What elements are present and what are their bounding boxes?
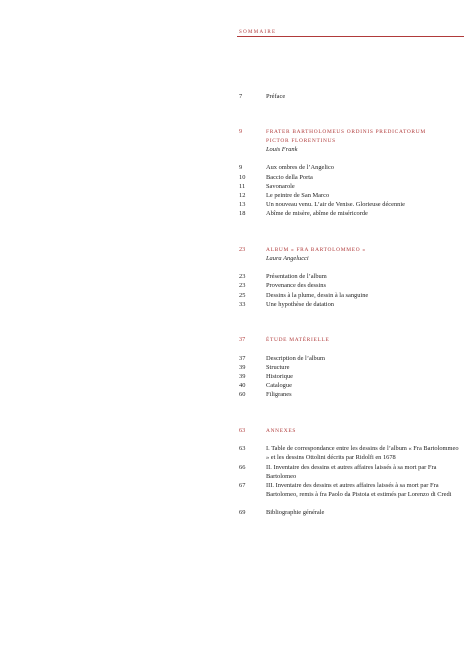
page-number: 63 (239, 426, 246, 434)
toc-entry[interactable]: 23 Provenance des dessins (239, 282, 326, 290)
toc-entry[interactable]: 10 Baccio della Porta (239, 173, 313, 181)
page-number: 37 (239, 336, 246, 344)
table-of-contents (239, 92, 459, 518)
toc-entry[interactable]: 63 I. Table de correspondance entre les dessins de l’album « Fra Bartolommeo » et les dessins Ottolini décrits par Ridolfi en 1678 (239, 445, 459, 462)
section-title: ALBUM « FRA BARTOLOMMEO » (266, 246, 366, 253)
section-title: ÉTUDE MATÉRIELLE (266, 337, 330, 344)
toc-entry[interactable]: 12 Le peintre de San Marco (239, 192, 330, 199)
toc-entry[interactable]: 39 Historique (239, 373, 293, 381)
page-number: 69 (239, 509, 246, 517)
toc-entry[interactable]: 66 II. Inventaire des dessins et autres affaires laissés à sa mort par Fra Bartolomeo (239, 463, 437, 480)
toc-entry[interactable]: 33 Une hypothèse de datation (239, 300, 334, 308)
toc-entry[interactable]: 18 Abîme de misère, abîme de miséricorde (239, 210, 368, 218)
toc-entry-bibliography[interactable] (239, 508, 459, 517)
toc-entry[interactable]: 37 Description de l’album (239, 354, 325, 362)
section-heading[interactable] (239, 128, 459, 137)
toc-entry[interactable]: 39 Structure (239, 363, 290, 371)
section-title: FRATER BARTHOLOMEUS ORDINIS PREDICATORUM (266, 129, 426, 136)
section-title: PICTOR FLORENTINUS (266, 137, 336, 144)
page-number: 9 (239, 128, 243, 136)
toc-entry[interactable]: 60 Filigranes (239, 391, 292, 399)
entry-label: Préface (266, 93, 286, 100)
toc-entry[interactable]: 23 Présentation de l’album (239, 273, 327, 281)
toc-entry[interactable]: 25 Dessins à la plume, dessin à la sanguine (239, 291, 369, 299)
toc-entry-preface[interactable] (239, 92, 459, 101)
section-author: Louis Frank (266, 146, 298, 154)
toc-entry[interactable]: 40 Catalogue (239, 382, 292, 390)
section-heading[interactable] (239, 336, 459, 345)
entry-label: Bibliographie générale (266, 509, 325, 517)
section-heading[interactable] (239, 427, 459, 436)
page-title: SOMMAIRE (239, 30, 277, 35)
section-heading-cont (239, 137, 459, 146)
section-author: Laura Angelucci (266, 255, 309, 263)
toc-entry[interactable]: 13 Un nouveau venu. L’air de Venise. Glorieuse décennie (239, 201, 405, 209)
page-number: 7 (239, 93, 243, 100)
header-rule (237, 36, 464, 37)
section-title: ANNEXES (266, 427, 297, 434)
toc-entry[interactable]: 11 Savonarole (239, 182, 295, 190)
toc-entry[interactable]: 67 III. Inventaire des dessins et autres affaires laissés à sa mort par Fra Bartolomeo, remis à fra Paolo da Pistoia et estimés par Lorenzo di Credi (239, 482, 452, 499)
section-heading[interactable] (239, 246, 459, 255)
page-number: 23 (239, 245, 246, 253)
toc-entry[interactable]: 9 Aux ombres de l’Angelico (239, 164, 334, 172)
